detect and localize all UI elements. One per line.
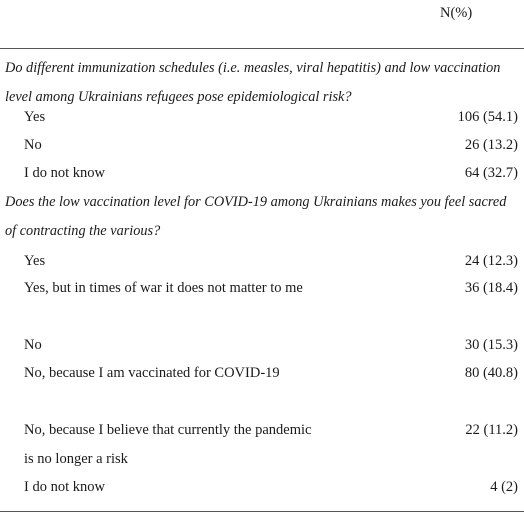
row-label: No [24, 337, 42, 353]
row-label: No, because I believe that currently the pandemic is no longer a risk [24, 422, 312, 467]
header-divider [0, 48, 524, 49]
question-1: Do different immunization schedules (i.e. measles, viral hepatitis) and low vaccination level among Ukrainians refugees pose epidemiological risk? [5, 60, 501, 105]
row-label: I do not know [24, 165, 105, 181]
table-header [0, 5, 524, 35]
row-label: I do not know [24, 479, 105, 495]
row-label: Yes [24, 253, 46, 269]
table-bottom-rule [0, 511, 524, 512]
row-value: 80 (40.8) [464, 365, 518, 381]
row-value: 22 (11.2) [465, 422, 518, 438]
row-label: Yes [24, 109, 46, 125]
row-value: 24 (12.3) [464, 253, 518, 269]
row-label: No, because I am vaccinated for COVID-19 [24, 365, 280, 381]
row-label: No [24, 137, 42, 153]
question-2: Does the low vaccination level for COVID-19 among Ukrainians makes you feel sacred of contracting the various? [5, 194, 507, 239]
row-value: 26 (13.2) [464, 137, 518, 153]
row-value: 30 (15.3) [464, 337, 518, 353]
row-value: 4 (2) [490, 479, 518, 495]
row-value: 106 (54.1) [457, 109, 518, 125]
n-percent-column-header: N(%) [440, 5, 473, 21]
row-value: 36 (18.4) [464, 280, 518, 296]
row-value: 64 (32.7) [464, 165, 518, 181]
row-label: Yes, but in times of war it does not matter to me [24, 280, 303, 296]
